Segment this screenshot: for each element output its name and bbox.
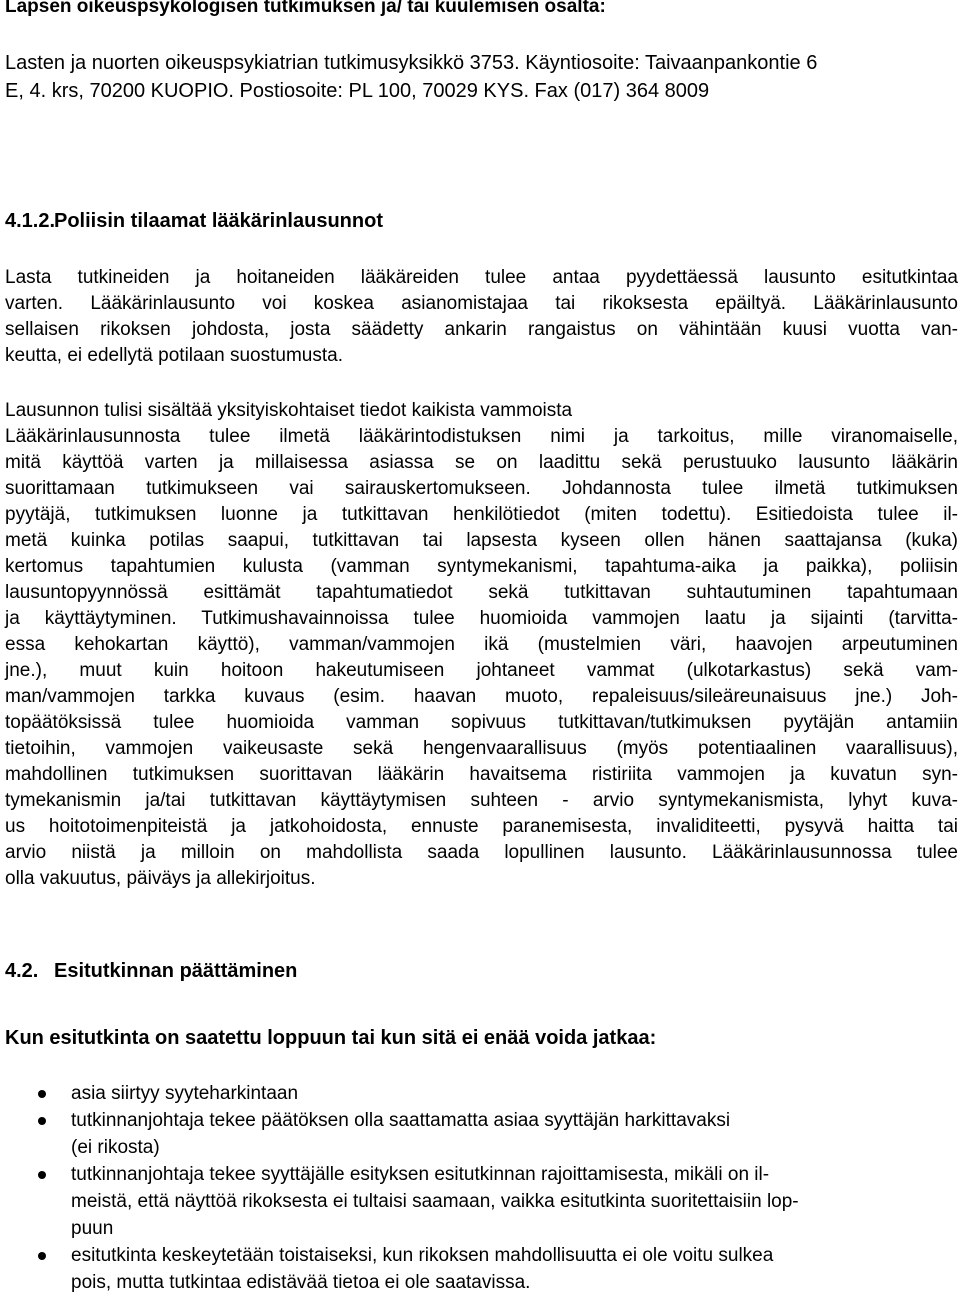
address-line: E, 4. krs, 70200 KUOPIO. Postiosoite: PL 100, 70029 KYS. Fax (017) 364 8009 <box>5 80 710 102</box>
bullet-icon <box>38 1117 46 1125</box>
text-line: kertomus tapahtumien kulusta (vamman syntymekanismi, tapahtuma-aika ja paikka), poliisin <box>5 556 958 577</box>
list-item: tutkinnanjohtaja tekee päätöksen olla saattamatta asiaa syyttäjän harkittavaksi (ei rikosta) <box>5 1107 958 1161</box>
subheading: Kun esitutkinta on saatettu loppuun tai kun sitä ei enää voida jatkaa: <box>5 1027 657 1049</box>
text-line: sellaisen rikoksen johdosta, josta säädetty ankarin rangaistus on vähintään kuusi vuotta van- <box>5 319 958 340</box>
paragraph-lausunto <box>5 265 958 369</box>
text-line: mitä käyttöä varten ja millaisessa asiassa se on laadittu sekä perustuuko lausunto lääkärin <box>5 452 958 473</box>
paragraph-sisalto <box>5 398 958 892</box>
text-line: Lausunnon tulisi sisältää yksityiskohtaiset tiedot kaikista vammoista <box>5 400 573 421</box>
text-line: Lääkärinlausunnosta tulee ilmetä lääkärintodistuksen nimi ja tarkoitus, mille viranomaiselle, <box>5 426 958 447</box>
section-heading-4-2 <box>5 957 958 985</box>
text-line: mahdollinen tutkimuksen suorittavan lääkärin havaitsema ristiriita vammojen ja kuvatun syn- <box>5 764 958 785</box>
text-line: suorittamaan tutkimukseen vai sairauskertomukseen. Johdannosta tulee ilmetä tutkimuksen <box>5 478 958 499</box>
list-item: esitutkinta keskeytetään toistaiseksi, kun rikoksen mahdollisuutta ei ole voitu sulkea pois, mutta tutkintaa edistävää tietoa ei ole saatavissa. <box>5 1242 958 1296</box>
text-line: pyytäjä, tutkimuksen luonne ja tutkittavan henkilötiedot (miten todettu). Esitiedoista tulee il- <box>5 504 958 525</box>
text-line: Lasta tutkineiden ja hoitaneiden lääkäreiden tulee antaa pyydettäessä lausunto esitutkintaa <box>5 267 958 288</box>
section-heading-4-1-2 <box>5 207 958 235</box>
text-line: metä kuinka potilas saapui, tutkittavan tai lapsesta kyseen ollen hänen saattajansa (kuka) <box>5 530 958 551</box>
text-line: jne.), muut kuin hoitoon hakeutumiseen johtaneet vammat (ulkotarkastus) sekä vam- <box>5 660 958 681</box>
text-line: man/vammojen tarkka kuvaus (esim. haavan muoto, repaleisuus/sileäreunaisuus jne.) Joh- <box>5 686 958 707</box>
bullet-icon <box>38 1252 46 1260</box>
section-number: 4.2. <box>5 960 39 982</box>
list-item: tutkinnanjohtaja tekee syyttäjälle esityksen esitutkinnan rajoittamisesta, mikäli on il- meistä, että näyttöä rikoksesta ei tultaisi saamaan, vaikka esitutkinta suoritettaisiin lop- puun <box>5 1161 958 1242</box>
section-title: Esitutkinnan päättäminen <box>54 960 298 982</box>
address-paragraph <box>5 49 958 105</box>
text-line: tymekanismin ja/tai tutkittavan käyttäytymisen suhteen - arvio syntymekanismista, lyhyt kuva- <box>5 790 958 811</box>
text-line: topäätöksissä tulee huomioida vamman sopivuus tutkittavan/tutkimuksen pyytäjän antamiin <box>5 712 958 733</box>
bullet-list <box>5 1080 958 1296</box>
section-number: 4.1.2. <box>5 210 56 232</box>
top-heading: Lapsen oikeuspsykologisen tutkimuksen ja/ tai kuulemisen osalta: <box>5 0 606 17</box>
text-line: varten. Lääkärinlausunto voi koskea asianomistajaa tai rikoksesta epäiltyä. Lääkärinlausunto <box>5 293 958 314</box>
bullet-icon <box>38 1090 46 1098</box>
text-line: lausuntopyynnössä esittämät tapahtumatiedot sekä tutkittavan suhtautuminen tapahtumaan <box>5 582 958 603</box>
text-line: essa kehokartan käyttö), vamman/vammojen ikä (mustelmien väri, haavojen arpeutuminen <box>5 634 958 655</box>
section-title: Poliisin tilaamat lääkärinlausunnot <box>54 210 383 232</box>
bullet-icon <box>38 1171 46 1179</box>
text-line: tietoihin, vammojen vaikeusaste sekä hengenvaarallisuus (myös potentiaalinen vaarallisuus), <box>5 738 958 759</box>
text-line: us hoitotoimenpiteistä ja jatkohoidosta, ennuste paranemisesta, invaliditeetti, pysyvä haitta tai <box>5 816 958 837</box>
text-line: olla vakuutus, päiväys ja allekirjoitus. <box>5 868 316 889</box>
text-line: ja käyttäytyminen. Tutkimushavainnoissa tulee huomioida vammojen laatu ja sijainti (tarvitta- <box>5 608 958 629</box>
text-line: keutta, ei edellytä potilaan suostumusta. <box>5 345 343 366</box>
address-line: Lasten ja nuorten oikeuspsykiatrian tutkimusyksikkö 3753. Käyntiosoite: Taivaanpankontie 6 <box>5 52 818 74</box>
list-item: asia siirtyy syyteharkintaan <box>5 1080 958 1107</box>
text-line: arvio niistä ja milloin on mahdollista saada lopullinen lausunto. Lääkärinlausunnossa tulee <box>5 842 958 863</box>
